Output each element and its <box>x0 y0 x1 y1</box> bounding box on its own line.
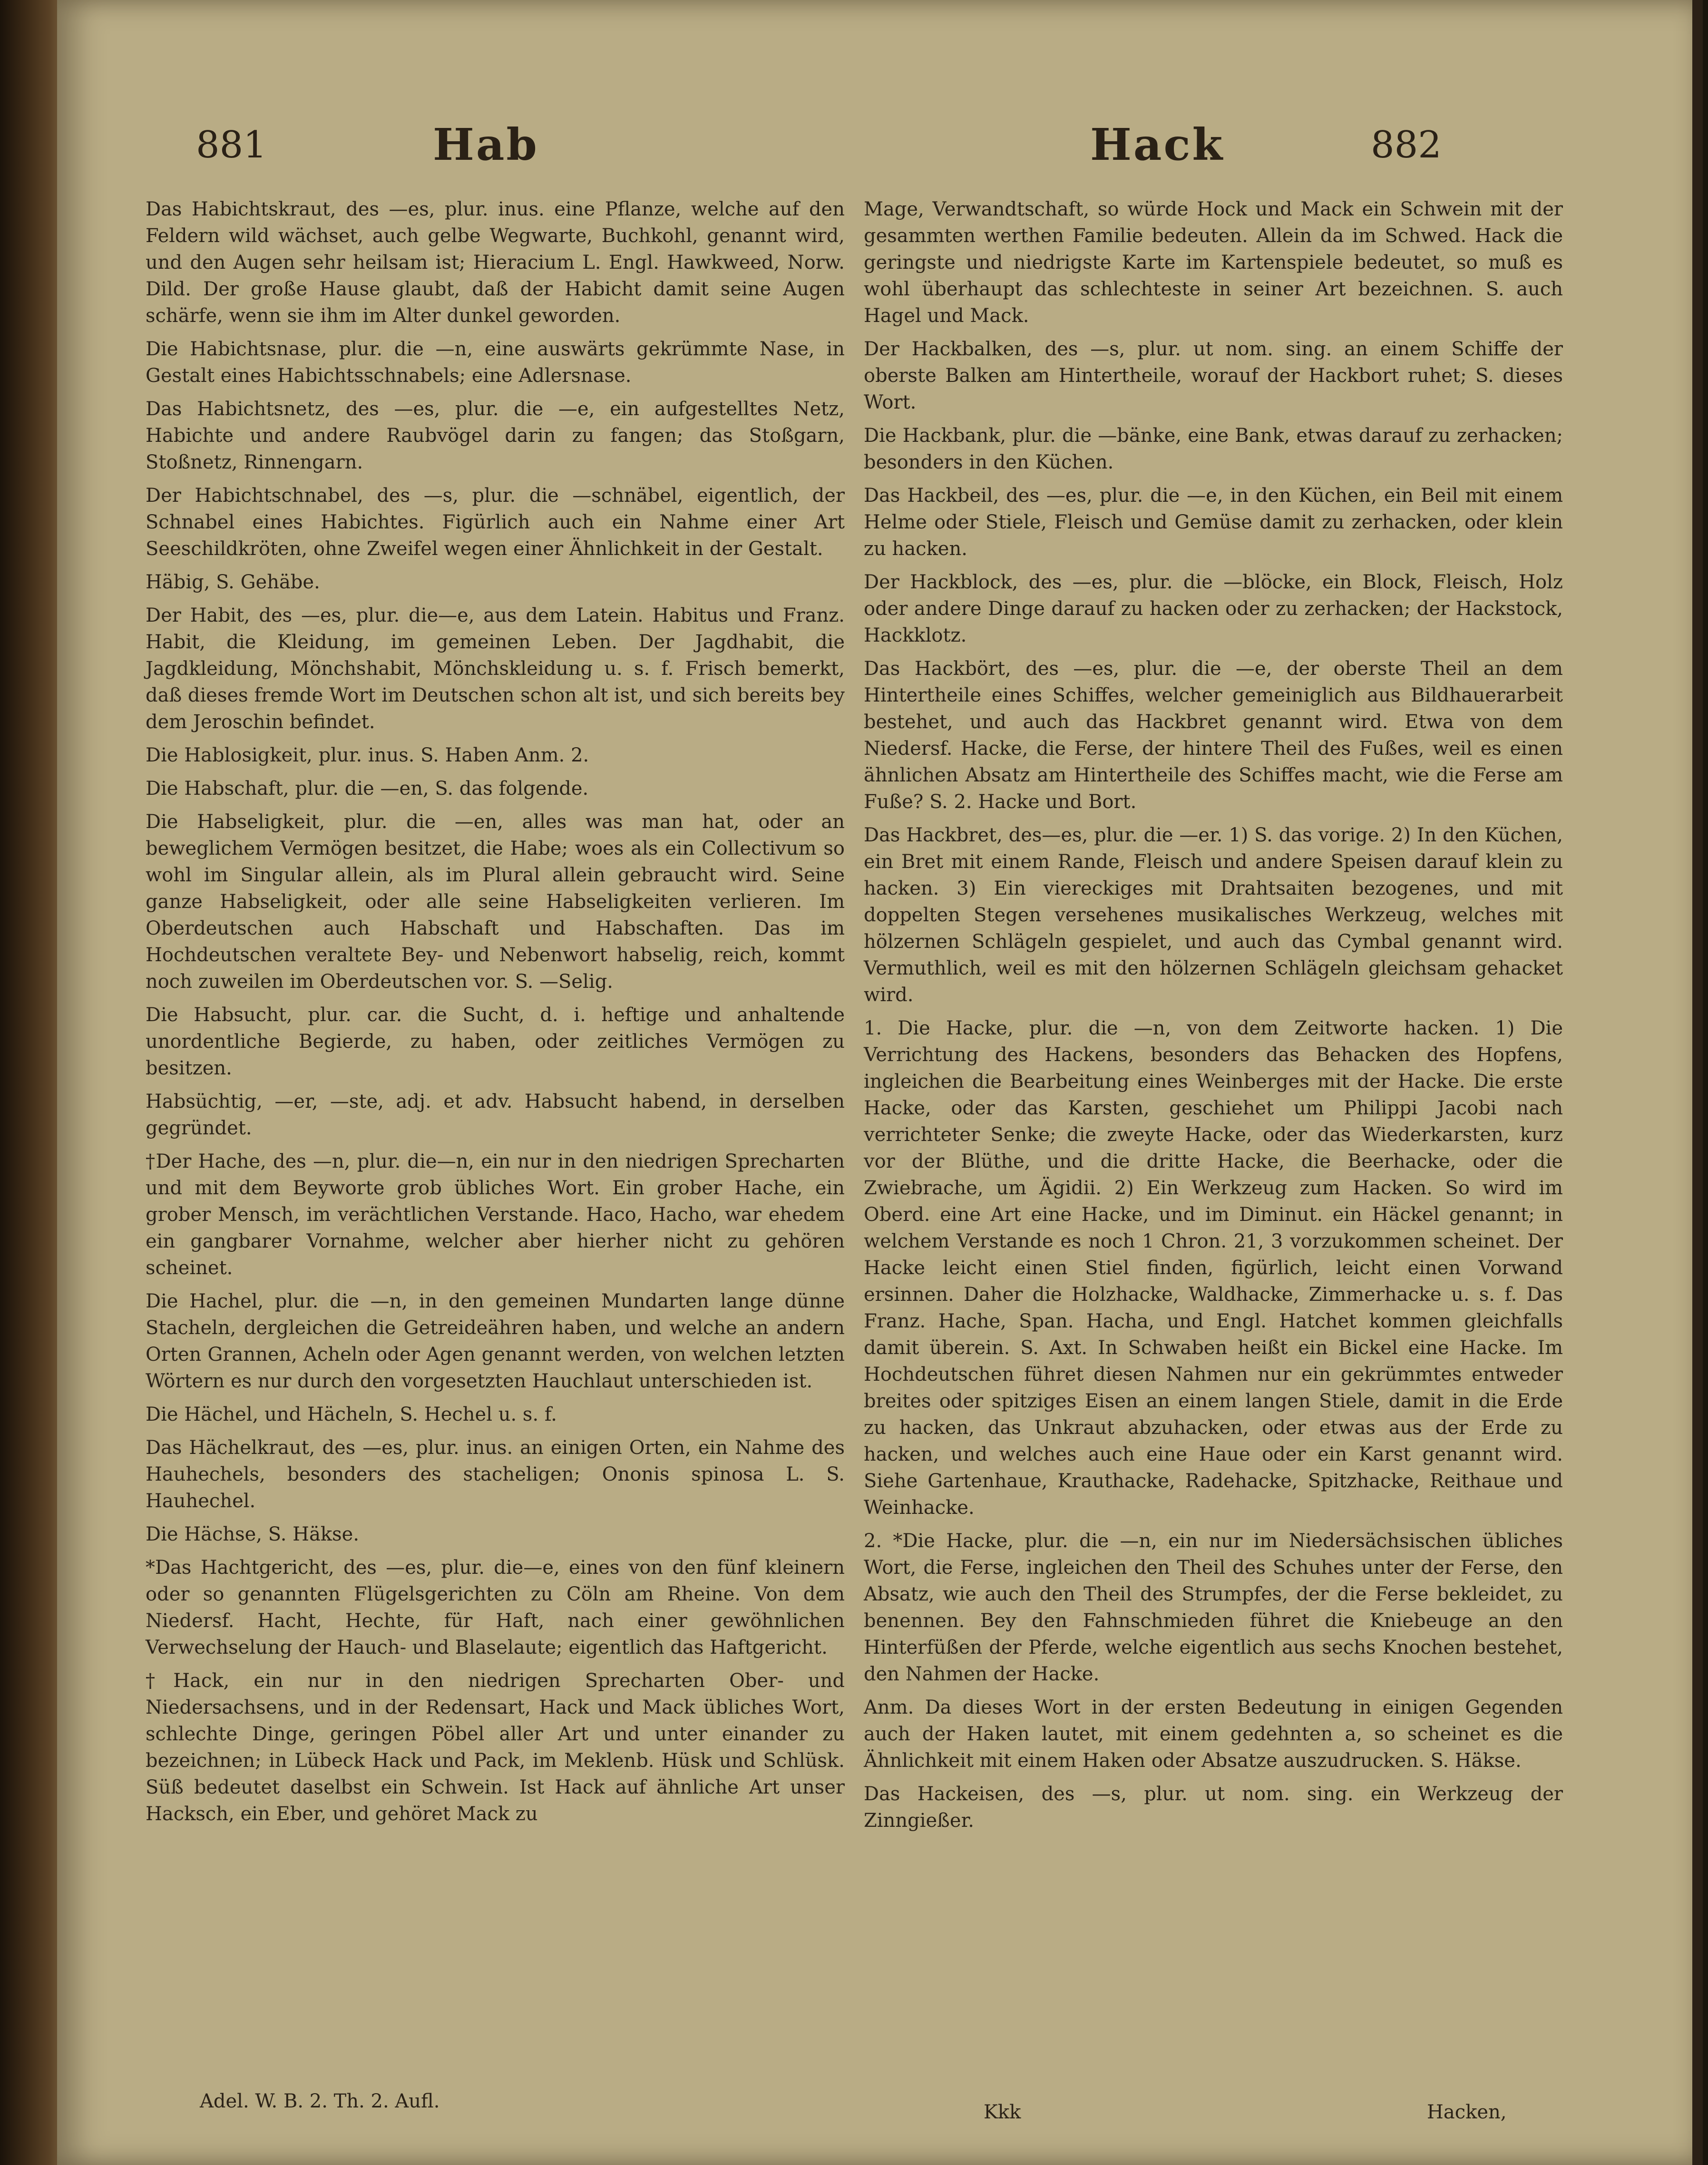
dictionary-entry: Die Hablosigkeit, plur. inus. S. Haben Anm. 2. <box>146 744 589 766</box>
dictionary-entry: Die Hächse, S. Häkse. <box>146 1523 360 1545</box>
dictionary-entry: †Der Hache, des —n, plur. die—n, ein nur in den niedrigen Sprecharten und mit dem Beyworte grob übliches Wort. Ein grober Hache, ein grober Mensch, im verächtlichen Verstande. Haco, Hacho, war ehedem ein gangbarer Vornahme, welcher aber hierher nicht zu gehören scheinet. <box>146 1151 845 1279</box>
dictionary-entry: *Das Hachtgericht, des —es, plur. die—e, eines von den fünf kleinern oder so genannten Flügelsgerichten zu Cöln am Rheine. Von dem Niedersf. Hacht, Hechte, für Haft, nach einer gewöhnlichen Verwechselung der Hauch- und Blaselaute; eigentlich das Haftgericht. <box>146 1557 845 1658</box>
dictionary-entry: Das Hackbeil, des —es, plur. die —e, in den Küchen, ein Beil mit einem Helme oder Stiele, Fleisch und Gemüse damit zu zerhacken, oder klein zu hacken. <box>864 485 1563 560</box>
dictionary-entry: Die Habschaft, plur. die —en, S. das folgende. <box>146 778 589 800</box>
right-column <box>864 196 1563 1841</box>
dictionary-entry: Der Habit, des —es, plur. die—e, aus dem Latein. Habitus und Franz. Habit, die Kleidung, im gemeinen Leben. Der Jagdhabit, die Jagdkleidung, Mönchshabit, Mönchskleidung u. s. f. Frisch bemerkt, daß dieses fremde Wort im Deutschen schon alt ist, und sich bereits bey dem Jeroschin befindet. <box>146 605 845 733</box>
dictionary-entry: Die Habsucht, plur. car. die Sucht, d. i. heftige und anhaltende unordentliche Begierde, zu haben, oder zeitliches Vermögen zu besitzen. <box>146 1004 845 1079</box>
left-page-number: 881 <box>196 124 267 166</box>
right-running-headword: Hack <box>1090 119 1225 170</box>
dictionary-entry: Die Hächel, und Hächeln, S. Hechel u. s. f. <box>146 1404 557 1425</box>
dictionary-entry: Die Habichtsnase, plur. die —n, eine auswärts gekrümmte Nase, in Gestalt eines Habichtsschnabels; eine Adlersnase. <box>146 338 845 387</box>
catchword: Hacken, <box>1427 2101 1507 2123</box>
dictionary-entry: Der Hackbalken, des —s, plur. ut nom. sing. an einem Schiffe der oberste Balken am Hintertheile, worauf der Hackbort ruhet; S. dieses Wort. <box>864 338 1563 413</box>
dictionary-entry: Der Hackblock, des —es, plur. die —blöcke, ein Block, Fleisch, Holz oder andere Dinge darauf zu hacken oder zu zerhacken; der Hackstock, Hackklotz. <box>864 571 1563 646</box>
dictionary-entry: Die Hachel, plur. die —n, in den gemeinen Mundarten lange dünne Stacheln, dergleichen die Getreideähren haben, und welche an andern Orten Grannen, Acheln oder Agen genannt werden, von welchen letzten Wörtern es nur durch den vorgesetzten Hauchlaut unterschieden ist. <box>146 1290 845 1392</box>
dictionary-entry: Das Hackbört, des —es, plur. die —e, der oberste Theil an dem Hintertheile eines Schiffes, welcher gemeiniglich aus Bildhauerarbeit bestehet, und auch das Hackbret genannt wird. Etwa von dem Niedersf. Hacke, die Ferse, der hintere Theil des Fußes, weil es einen ähnlichen Absatz am Hintertheile des Schiffes macht, wie die Ferse am Fuße? S. 2. Hacke und Bort. <box>864 658 1563 813</box>
sheet-mark: Kkk <box>984 2101 1021 2123</box>
book-spine <box>0 0 67 2165</box>
dictionary-entry: Anm. Da dieses Wort in der ersten Bedeutung in einigen Gegenden auch der Haken lautet, mit einem gedehnten a, so scheinet es die Ähnlichkeit mit einem Haken oder Absatze auszudrucken. S. Häkse. <box>864 1697 1563 1772</box>
dictionary-entry: Die Habseligkeit, plur. die —en, alles was man hat, oder an beweglichem Vermögen besitzet, die Habe; woes als ein Collectivum so wohl im Singular allein, als im Plural allein gebraucht wird. Seine ganze Habseligkeit, oder alle seine Habseligkeiten verlieren. Im Oberdeutschen auch Habschaft und Habschaften. Das im Hochdeutschen veraltete Bey- und Nebenwort habselig, reich, kommt noch zuweilen im Oberdeutschen vor. S. —Selig. <box>146 811 845 993</box>
dictionary-entry: Das Habichtskraut, des —es, plur. inus. eine Pflanze, welche auf den Feldern wild wächset, auch gelbe Wegwarte, Buchkohl, genannt wird, und den Augen sehr heilsam ist; Hieracium L. Engl. Hawkweed, Norw. Dild. Der große Hause glaubt, daß der Habicht damit seine Augen schärfe, wenn sie ihm im Alter dunkel geworden. <box>146 198 845 327</box>
printer-signature: Adel. W. B. 2. Th. 2. Aufl. <box>200 2090 440 2112</box>
right-page-number: 882 <box>1371 124 1442 166</box>
book-page <box>57 0 1703 2165</box>
dictionary-entry: Habsüchtig, —er, —ste, adj. et adv. Habsucht habend, in derselben gegründet. <box>146 1091 845 1139</box>
dictionary-entry: Häbig, S. Gehäbe. <box>146 571 320 593</box>
left-column <box>146 196 845 1834</box>
dictionary-entry: Mage, Verwandtschaft, so würde Hock und Mack ein Schwein mit der gesammten werthen Familie bedeuten. Allein da im Schwed. Hack die geringste und niedrigste Karte im Kartenspiele bedeutet, so muß es wohl überhaupt das schlechteste in seiner Art bezeichnen. S. auch Hagel und Mack. <box>864 198 1563 327</box>
page-edge-shadow <box>1692 0 1703 2165</box>
left-running-headword: Hab <box>433 119 539 170</box>
dictionary-entry: Die Hackbank, plur. die —bänke, eine Bank, etwas darauf zu zerhacken; besonders in den Küchen. <box>864 425 1563 473</box>
dictionary-entry: Das Hächelkraut, des —es, plur. inus. an einigen Orten, ein Nahme des Hauhechels, besonders des stacheligen; Ononis spinosa L. S. Hauhechel. <box>146 1437 845 1512</box>
dictionary-entry: Das Habichtsnetz, des —es, plur. die —e, ein aufgestelltes Netz, Habichte und andere Raubvögel darin zu fangen; das Stoßgarn, Stoßnetz, Rinnengarn. <box>146 398 845 473</box>
page-header <box>57 119 1703 190</box>
dictionary-entry: Das Hackeisen, des —s, plur. ut nom. sing. ein Werkzeug der Zinngießer. <box>864 1783 1563 1832</box>
dictionary-entry: Der Habichtschnabel, des —s, plur. die —schnäbel, eigentlich, der Schnabel eines Habichtes. Figürlich auch ein Nahme einer Art Seeschildkröten, ohne Zweifel wegen einer Ähnlichkeit in der Gestalt. <box>146 485 845 560</box>
dictionary-entry: †Hack, ein nur in den niedrigen Sprecharten Ober- und Niedersachsens, und in der Redensart, Hack und Mack übliches Wort, schlechte Dinge, geringen Pöbel aller Art und unter einander zu bezeichnen; in Lübeck Hack und Pack, im Meklenb. Hüsk und Schlüsk. Süß bedeutet daselbst ein Schwein. Ist Hack auf ähnliche Art unser Hacksch, ein Eber, und gehöret Mack zu <box>146 1670 845 1825</box>
dictionary-entry: 2. *Die Hacke, plur. die —n, ein nur im Niedersächsischen übliches Wort, die Ferse, ingleichen den Theil des Schuhes unter der Ferse, den Absatz, wie auch den Theil des Strumpfes, der die Ferse bekleidet, zu benennen. Bey den Fahnschmieden führet die Kniebeuge an den Hinterfüßen der Pferde, welche eigentlich aus sechs Knochen bestehet, den Nahmen der Hacke. <box>864 1530 1563 1685</box>
dictionary-entry: Das Hackbret, des—es, plur. die —er. 1) S. das vorige. 2) In den Küchen, ein Bret mit einem Rande, Fleisch und andere Speisen darauf klein zu hacken. 3) Ein viereckiges mit Drahtsaiten bezogenes, und mit doppelten Stegen versehenes musikalisches Werkzeug, welches mit hölzernen Schlägeln gespielet, und auch das Cymbal genannt wird. Vermuthlich, weil es mit den hölzernen Schlägeln gleichsam gehacket wird. <box>864 824 1563 1006</box>
dictionary-entry: 1. Die Hacke, plur. die —n, von dem Zeitworte hacken. 1) Die Verrichtung des Hackens, besonders das Behacken des Hopfens, ingleichen die Bearbeitung eines Weinberges mit der Hacke. Die erste Hacke, oder das Karsten, geschiehet um Philippi Jacobi nach verrichteter Senke; die zweyte Hacke, oder das Wiederkarsten, kurz vor der Blüthe, und die dritte Hacke, die Beerhacke, oder die Zwiebrache, um Ägidii. 2) Ein Werkzeug zum Hacken. So wird im Oberd. eine Art eine Hacke, und im Diminut. ein Häckel genannt; in welchem Verstande es noch 1 Chron. 21, 3 vorzukommen scheinet. Der Hacke leicht einen Stiel finden, figürlich, leicht einen Vorwand ersinnen. Daher die Holzhacke, Waldhacke, Zimmerhacke u. s. f. Das Franz. Hache, Span. Hacha, und Engl. Hatchet kommen gleichfalls damit überein. S. Axt. In Schwaben heißt ein Bickel eine Hacke. Im Hochdeutschen führet diesen Nahmen nur ein gekrümmtes entweder breites oder spitziges Eisen an einem langen Stiele, damit in die Erde zu hacken, das Unkraut abzuhacken, oder etwas aus der Erde zu hacken, und welches auch eine Haue oder ein Karst genannt wird. Siehe Gartenhaue, Krauthacke, Radehacke, Spitzhacke, Reithaue und Weinhacke. <box>864 1017 1563 1519</box>
